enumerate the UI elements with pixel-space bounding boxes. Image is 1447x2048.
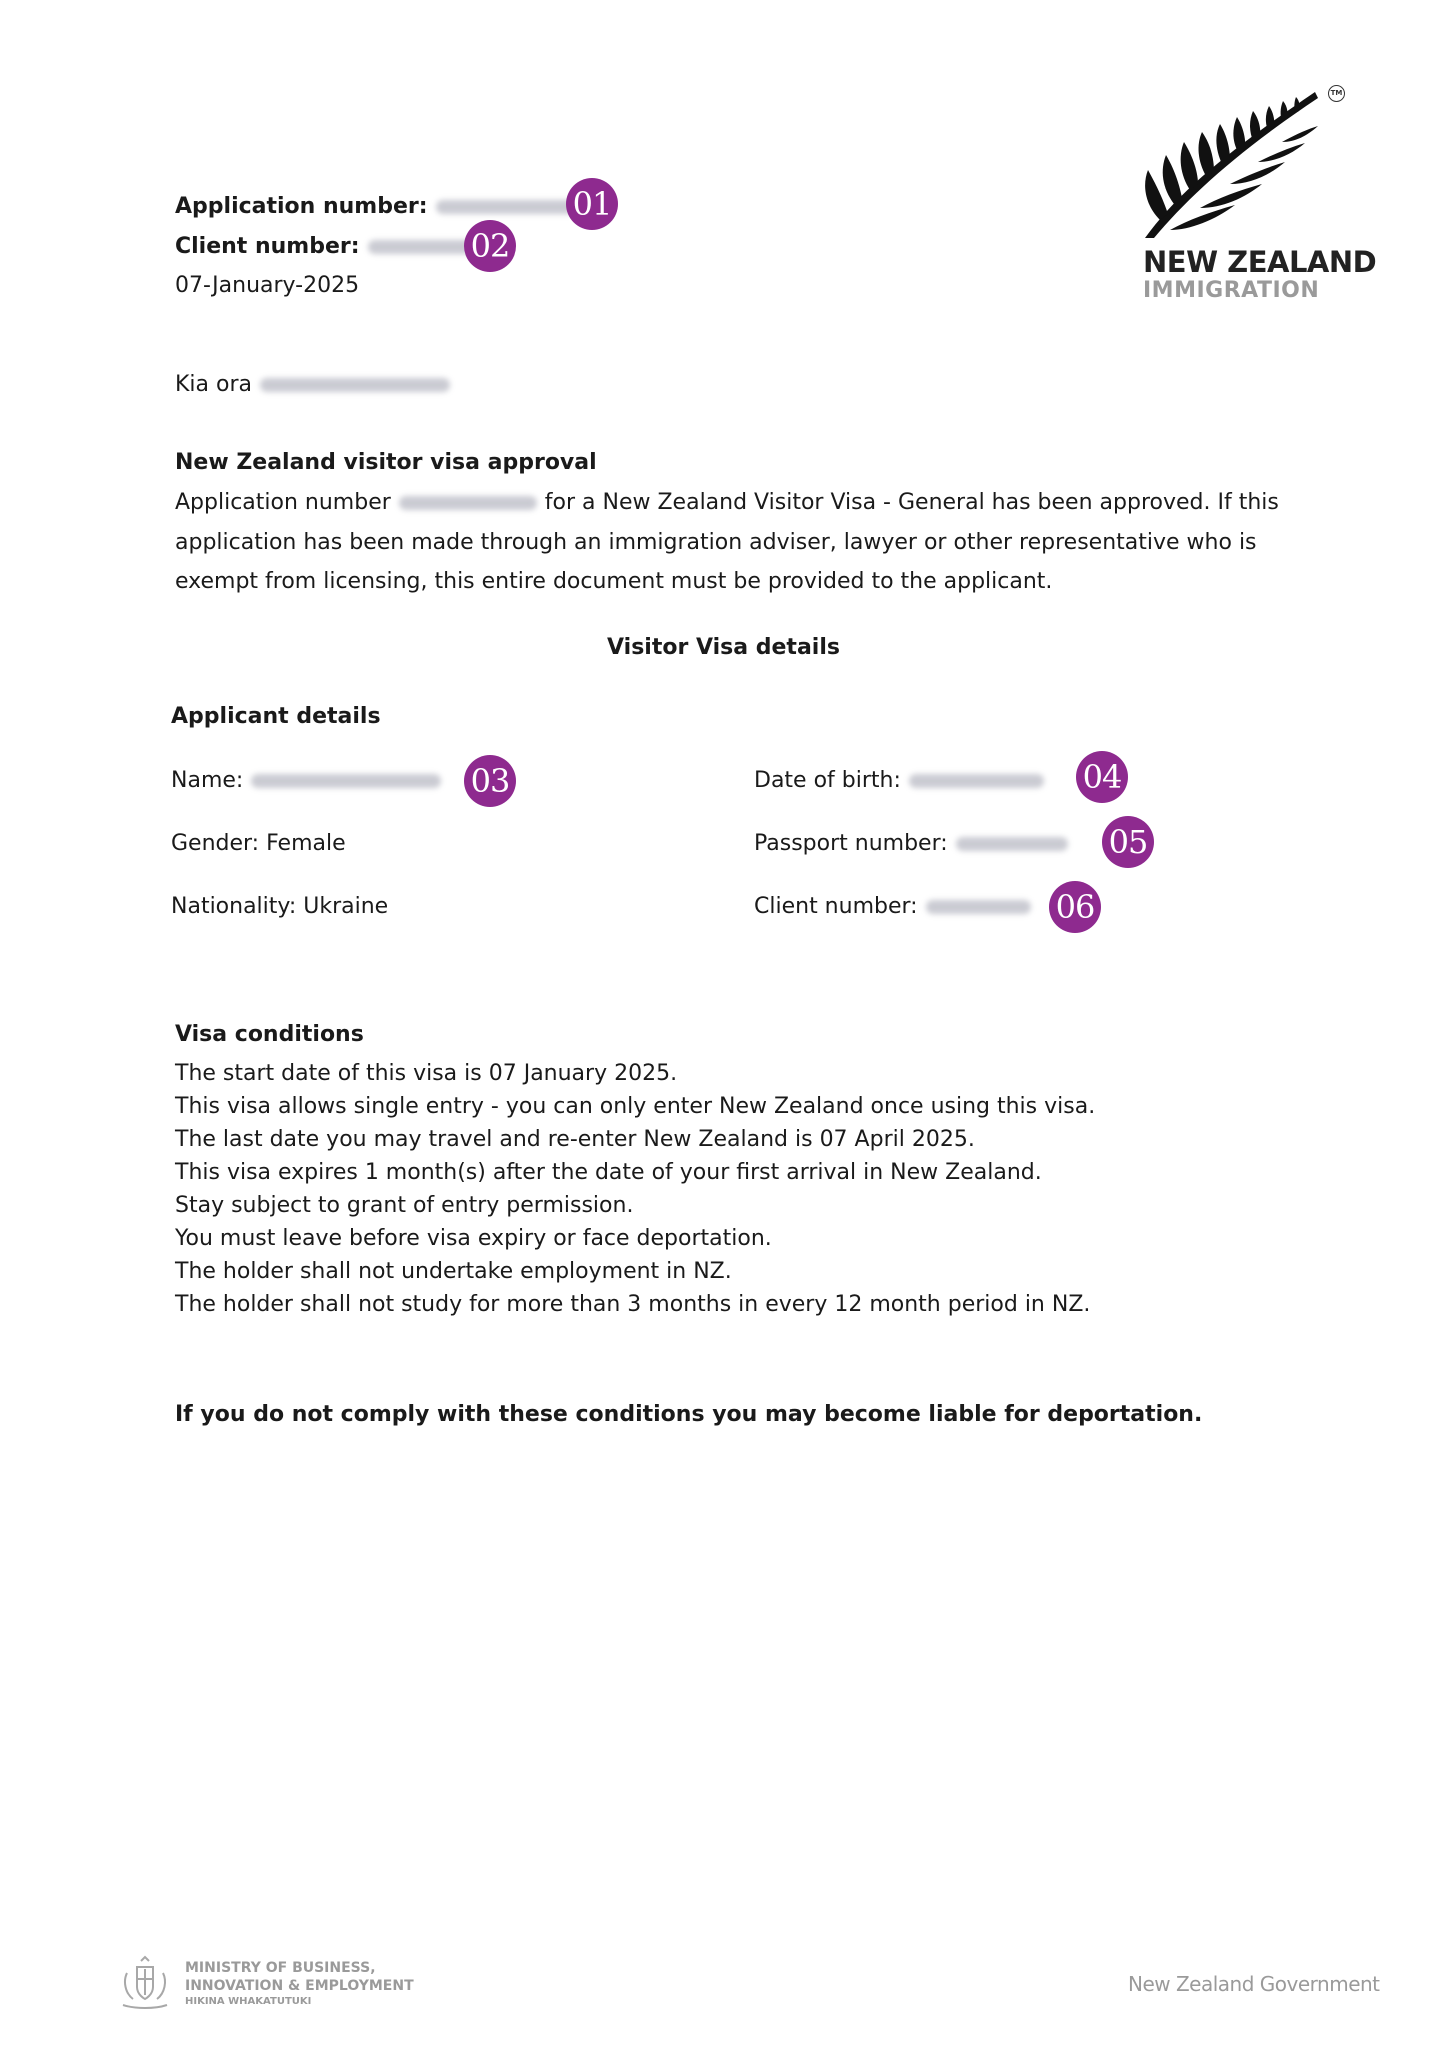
condition-item: You must leave before visa expiry or face deportation. [175,1226,772,1251]
passport-row [754,829,1068,859]
greeting-text: Kia ora [175,372,252,397]
redacted-value [909,774,1044,788]
badge-02: 02 [464,220,516,272]
passport-label: Passport number: [754,831,948,856]
condition-item: This visa expires 1 month(s) after the date of your first arrival in New Zealand. [175,1160,1042,1185]
application-number-row [175,192,576,222]
dob-row [754,766,1044,796]
approval-line-2: application has been made through an immigration adviser, lawyer or other representative who is [175,529,1257,555]
nz-immigration-logo [1140,80,1377,310]
badge-05: 05 [1102,816,1154,868]
name-label: Name: [171,768,244,793]
nz-government-wordmark: New Zealand Government [1128,1972,1380,1996]
mbie-line3: HIKINA WHAKATUTUKI [185,1996,312,2007]
redacted-value [399,496,537,510]
condition-item: Stay subject to grant of entry permission. [175,1193,634,1218]
approval-line-1a: Application number [175,490,391,515]
visa-details-title: Visitor Visa details [607,635,840,660]
mbie-logo [115,1955,445,2015]
badge-04: 04 [1076,751,1128,803]
badge-01: 01 [566,178,618,230]
client-number-row [175,232,483,262]
applicant-details-title: Applicant details [171,704,381,729]
badge-06: 06 [1049,881,1101,933]
approval-line-1 [175,483,1335,523]
name-row [171,766,441,796]
client-number-label: Client number: [175,234,360,259]
letter-date: 07-January-2025 [175,273,360,298]
redacted-value [260,378,450,392]
approval-paragraph [175,483,1335,602]
nationality-row: Nationality: Ukraine [171,894,389,919]
mbie-line1: MINISTRY OF BUSINESS, [185,1960,376,1976]
condition-item: The start date of this visa is 07 January 2025. [175,1061,678,1086]
trademark-icon: TM [1328,85,1345,102]
condition-item: This visa allows single entry - you can only enter New Zealand once using this visa. [175,1094,1096,1119]
logo-line2: IMMIGRATION [1143,278,1320,303]
deportation-warning: If you do not comply with these conditions you may become liable for deportation. [175,1402,1203,1427]
silver-fern-icon [1140,80,1340,240]
condition-item: The holder shall not study for more than 3 months in every 12 month period in NZ. [175,1292,1091,1317]
dob-label: Date of birth: [754,768,901,793]
approval-line-3: exempt from licensing, this entire document must be provided to the applicant. [175,569,1053,594]
applicant-client-label: Client number: [754,894,918,919]
badge-03: 03 [464,755,516,807]
condition-item: The last date you may travel and re-enter New Zealand is 07 April 2025. [175,1127,975,1152]
mbie-line2: INNOVATION & EMPLOYMENT [185,1978,414,1994]
application-number-label: Application number: [175,194,428,219]
greeting [175,370,450,400]
approval-line-1b: for a New Zealand Visitor Visa - General has been approved. If this [544,490,1279,515]
redacted-value [436,200,576,214]
gender-row: Gender: Female [171,831,346,856]
conditions-title: Visa conditions [175,1022,364,1047]
coat-of-arms-icon [115,1955,175,2013]
applicant-client-row [754,892,1031,922]
logo-line1: NEW ZEALAND [1143,245,1377,279]
approval-title: New Zealand visitor visa approval [175,450,597,475]
conditions-list [175,1057,1095,1321]
redacted-value [251,774,441,788]
redacted-value [926,900,1031,914]
condition-item: The holder shall not undertake employment in NZ. [175,1259,732,1284]
redacted-value [956,837,1068,851]
